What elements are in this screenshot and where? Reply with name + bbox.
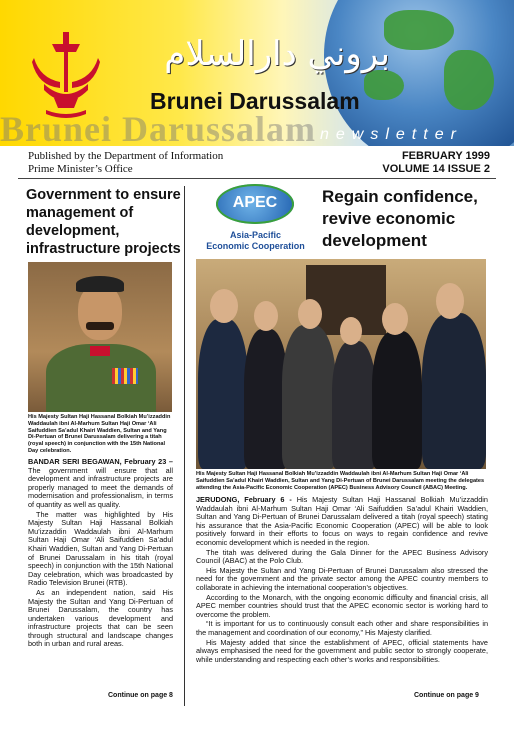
apec-meeting-photo [196,259,486,469]
sultan-photo [28,262,172,412]
volume-issue: VOLUME 14 ISSUE 2 [382,163,490,175]
brunei-crest-icon [30,28,102,118]
left-paragraph-3: As an independent nation, said His Majesty the Sultan and Yang Di-Pertuan of Brunei Darussalam, the country has undertaken various development and infrastructure projects that can be seen through structural and landscape changes both in urban and rural areas. [28,587,173,649]
arabic-title: بروني دارالسلام [164,34,390,74]
left-article-body [28,458,173,650]
right-paragraph-3: His Majesty the Sultan and Yang Di-Pertuan of Brunei Darussalam also stressed the need for the government and the private sector among the APEC country members to collaborate in achieving the international cooperation’s objectives. [196,565,488,592]
office-line: Prime Minister’s Office [28,163,133,175]
apec-logo-text: APEC [232,194,278,211]
left-paragraph-1: The government will ensure that all development and infrastructure projects are properly managed to meet the demands of modernisation and professionalism, in terms of quantity as well as quality. [28,465,173,509]
right-headline: Regain confidence, revive economic development [322,187,478,250]
brand-title: Brunei Darussalam [150,88,360,114]
right-paragraph-4: According to the Monarch, with the ongoing economic difficulty and financial crisis, all APEC member countries should trust that the APEC economic sector is working hard to overcome the problem. [196,592,488,619]
right-paragraph-6: His Majesty added that since the establishment of APEC, official statements have always emphasised the need for the government and public sector to strongly cooperate, while understanding and respecting each other’s works and responsibilities. [196,637,488,664]
column-divider [184,186,185,706]
left-dateline: BANDAR SERI BEGAWAN, February 23 – [28,457,173,466]
apec-line-1: Asia-Pacific [229,230,282,240]
header-rule [18,178,496,179]
apec-logo [198,184,313,256]
right-continue-link[interactable]: Continue on page 9 [414,692,479,699]
right-dateline: JERUDONG, February 6 - [196,495,292,504]
left-paragraph-2: The matter was highlighted by His Majesty Sultan Haji Hassanal Bolkiah Mu’izzaddin Waddaulah ibni Al-Marhum Sultan Haji Omar ‘Ali Saifuddien Sa’adul Khairi Waddien, Sultan and Yang Di-Pertuan of Brunei Darussalam in his titah (royal speech) in conjunction with the 15th National Day celebration, which was broadcasted by Radio Television Brunei (RTB). [28,509,173,588]
left-headline: Government to ensure management of development, infrastructure projects [26,187,181,257]
issue-date: FEBRUARY 1999 [401,150,490,162]
right-paragraph-1: His Majesty Sultan Haji Hassanal Bolkiah Mu’izzaddin Waddaulah ibni Al-Marhum Sultan Haji Omar ‘Ali Saifuddien Sa’adul Khairi Waddien, Sultan and Yang Di-Pertuan of Brunei Darussalam delivered a titah (royal speech) stating his assurance that the Asia-Pacific Economic Cooperation (APEC) will be able to look positively forward in their efforts to focus on ways to regain confidence and revive economic development which is needed in the region. [196,495,488,547]
left-continue-link[interactable]: Continue on page 8 [108,692,173,699]
right-article-body [196,496,488,665]
apec-line-2: Economic Cooperation [206,241,305,251]
masthead [0,0,514,146]
left-photo-caption: His Majesty Sultan Haji Hassanal Bolkiah Mu’izzaddin Waddaulah ibni Al-Marhum Sultan Haji Omar ‘Ali Saifuddien Sa’adul Khairi Waddien, Sultan and Yang Di-Pertuan of Brunei Darussalam delivering a titah (royal speech) in conjunction with the 15th National Day celebration. [28,414,171,454]
publisher-line: Published by the Department of Information [28,150,224,162]
right-paragraph-5: “It is important for us to continuously consult each other and share responsibilities in the management and coordination of our economy,” His Majesty clarified. [196,619,488,637]
right-paragraph-2: The titah was delivered during the Gala Dinner for the APEC Business Advisory Council (ABAC) at the Polo Club. [196,547,488,566]
right-photo-caption: His Majesty Sultan Haji Hassanal Bolkiah Mu’izzaddin Waddaulah ibni Al-Marhum Sultan Haji Omar ‘Ali Saifuddien Sa’adul Khairi Waddien, Sultan and Yang Di-Pertuan of Brunei Darussalam meeting the delegates attending the Asia-Pacific Economic Cooperation (APEC) Business Advisory Council (ABAC) Meeting. [196,471,485,491]
brand-watermark: Brunei Darussalam [0,109,317,146]
newsletter-label: newsletter [320,126,463,143]
